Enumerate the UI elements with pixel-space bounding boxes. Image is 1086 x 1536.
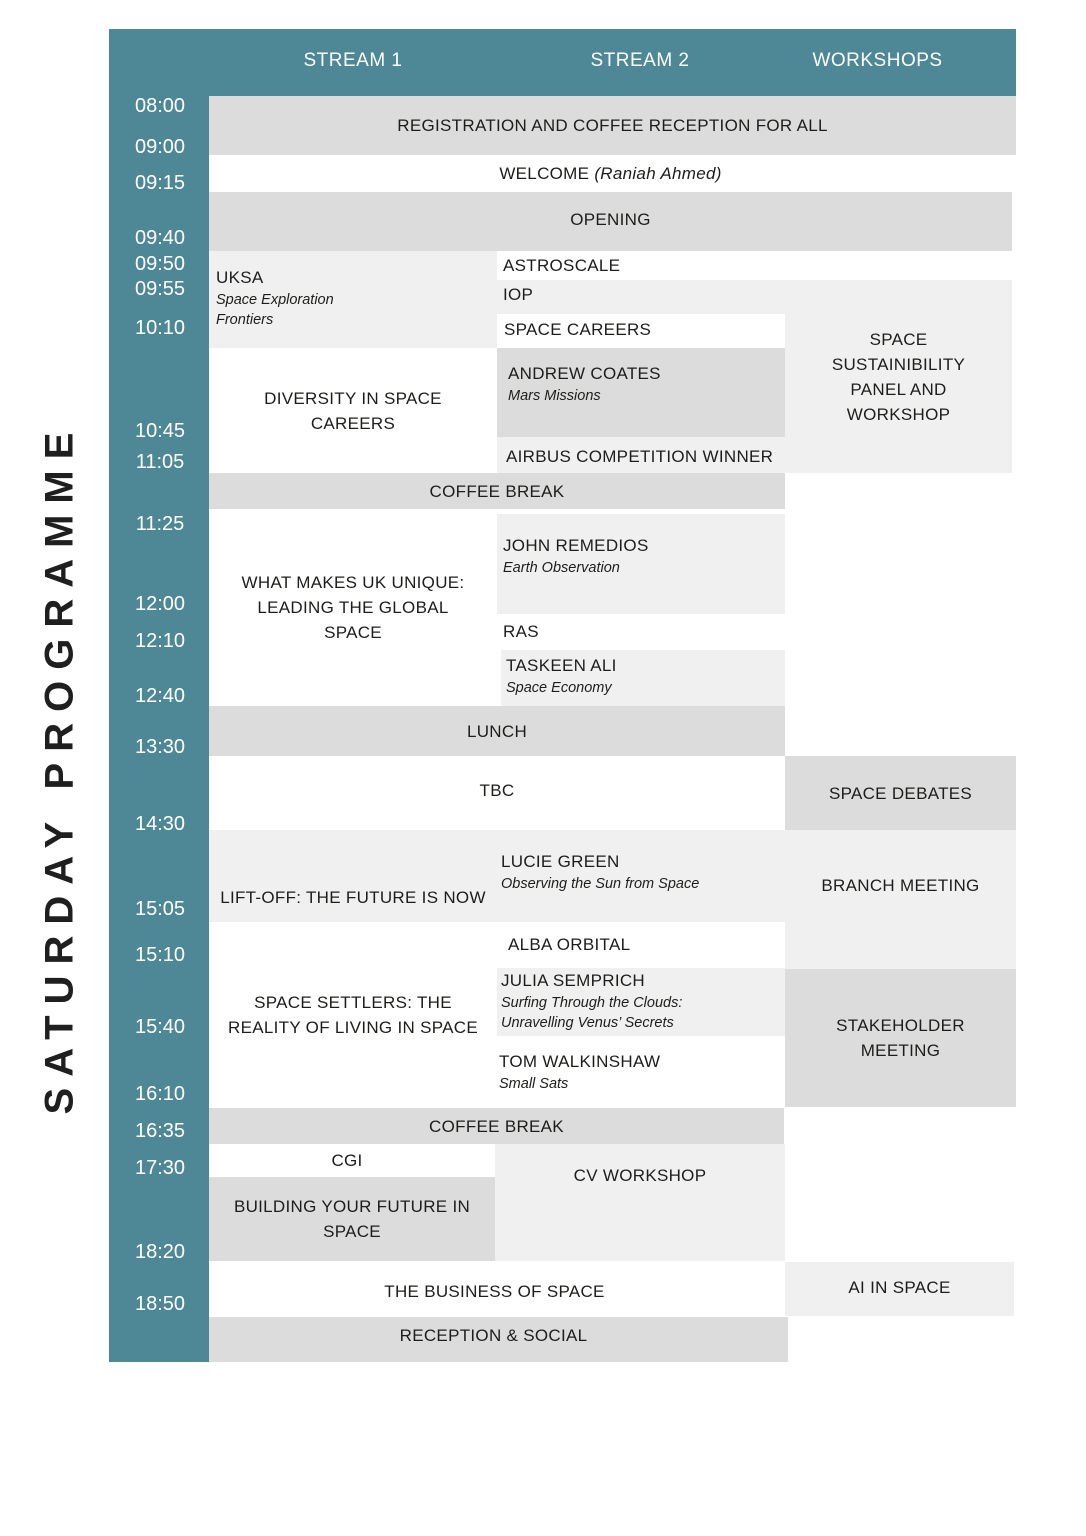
session-title: TOM WALKINSHAW (499, 1052, 661, 1071)
session-uksa (209, 251, 497, 348)
session-diversity (209, 348, 497, 473)
session-title: THE BUSINESS OF SPACE (384, 1282, 605, 1301)
session-title: CGI (331, 1151, 363, 1170)
session-branch-meeting (785, 830, 1016, 969)
session-title: LIFT-OFF: THE FUTURE IS NOW (220, 888, 486, 907)
session-title: LUNCH (466, 721, 528, 741)
session-title: TASKEEN ALI (506, 656, 617, 675)
session-astroscale (497, 251, 785, 280)
session-title: RAS (503, 622, 539, 641)
session-ai-in-space (785, 1262, 1014, 1316)
session-uk-unique (209, 509, 497, 706)
time-label: 10:10 (134, 317, 186, 339)
session-title: COFFEE BREAK (429, 1116, 564, 1136)
session-space-sustainability (785, 280, 1012, 473)
session-taskeen-ali (501, 650, 785, 706)
session-alba-orbital (497, 922, 785, 968)
session-title: JOHN REMEDIOS (503, 536, 649, 555)
time-label: 09:50 (134, 253, 186, 275)
time-label: 09:15 (134, 172, 186, 194)
session-title: LUCIE GREEN (501, 852, 620, 871)
session-title: BRANCH MEETING (821, 876, 980, 895)
session-reception (209, 1317, 788, 1362)
time-label: 14:30 (134, 813, 186, 835)
session-title: SPACE CAREERS (504, 320, 652, 339)
time-label: 09:00 (134, 136, 186, 158)
time-label: 15:05 (134, 898, 186, 920)
session-title: UKSA (216, 268, 264, 287)
session-subtitle: Earth Observation (503, 560, 620, 576)
session-title: RECEPTION & SOCIAL (399, 1326, 588, 1345)
time-label: 12:00 (134, 593, 186, 615)
time-label: 15:10 (134, 944, 186, 966)
time-label: 09:40 (134, 227, 186, 249)
session-title: JULIA SEMPRICH (501, 971, 646, 990)
session-title: IOP (503, 285, 534, 304)
session-title: OPENING (570, 210, 651, 229)
session-title: SPACE SETTLERS: THE REALITY OF LIVING IN SPACE (228, 993, 478, 1037)
session-title: SPACE DEBATES (828, 783, 973, 803)
time-label: 17:30 (134, 1157, 186, 1179)
session-subtitle: Observing the Sun from Space (501, 876, 700, 892)
session-speaker: (Raniah Ahmed) (594, 164, 722, 183)
header-workshops: WORKSHOPS (812, 50, 943, 71)
session-cgi (209, 1144, 495, 1177)
session-title: REGISTRATION AND COFFEE RECEPTION FOR ALL (397, 116, 828, 135)
session-coffee-break-2 (209, 1108, 784, 1144)
session-title: SPACE SUSTAINIBILITY PANEL AND WORKSHOP (831, 329, 966, 424)
session-lift-off (209, 830, 497, 922)
time-label: 08:00 (134, 95, 186, 117)
time-label: 16:10 (134, 1083, 186, 1105)
session-opening (209, 192, 1012, 251)
session-ras (497, 614, 785, 650)
session-tom-walkinshaw (497, 1036, 785, 1108)
session-building-future (209, 1177, 495, 1261)
session-john-remedios (497, 514, 785, 614)
time-label: 11:25 (135, 513, 185, 535)
session-business-of-space (209, 1261, 785, 1317)
session-space-careers (497, 314, 785, 348)
session-title: ASTROSCALE (503, 256, 621, 275)
header-stream-2: STREAM 2 (590, 50, 690, 71)
time-label: 18:50 (134, 1293, 186, 1315)
session-title: ANDREW COATES (508, 364, 661, 383)
session-subtitle: Small Sats (499, 1076, 569, 1092)
session-title: WHAT MAKES UK UNIQUE: LEADING THE GLOBAL SPACE (241, 573, 465, 642)
session-lunch (209, 706, 785, 756)
time-label: 15:40 (134, 1016, 186, 1038)
session-title: DIVERSITY IN SPACE CAREERS (264, 388, 442, 433)
session-title: BUILDING YOUR FUTURE IN SPACE (233, 1197, 471, 1241)
session-space-debates (785, 756, 1016, 830)
session-title: COFFEE BREAK (429, 481, 565, 501)
session-title: CV WORKSHOP (573, 1166, 707, 1185)
session-title: AIRBUS COMPETITION WINNER (506, 447, 774, 466)
time-label: 11:05 (135, 451, 185, 473)
time-label: 13:30 (134, 736, 186, 758)
session-subtitle: Space Economy (506, 680, 612, 696)
time-label: 18:20 (134, 1241, 186, 1263)
session-subtitle: Surfing Through the Clouds: Unravelling Venus’ Secrets (501, 995, 683, 1031)
session-andrew-coates (497, 348, 785, 437)
time-label: 16:35 (134, 1120, 186, 1142)
time-label: 12:10 (134, 630, 186, 652)
session-iop (497, 280, 785, 314)
session-coffee-break-1 (209, 473, 785, 509)
session-registration (209, 96, 1016, 155)
session-title: WELCOME (Raniah Ahmed) (499, 164, 722, 183)
time-label: 09:55 (134, 278, 186, 300)
session-title: ALBA ORBITAL (508, 935, 631, 954)
session-welcome (209, 155, 1012, 192)
time-label: 12:40 (134, 685, 186, 707)
session-airbus (497, 437, 785, 473)
session-stakeholder (785, 969, 1016, 1107)
session-tbc (209, 756, 785, 830)
session-lucie-green (497, 830, 785, 922)
session-space-settlers (209, 922, 497, 1108)
session-cv-workshop (495, 1144, 785, 1261)
page-title: SATURDAY PROGRAMME (37, 421, 82, 1115)
session-title: AI IN SPACE (848, 1277, 951, 1297)
header-stream-1: STREAM 1 (303, 50, 403, 71)
session-subtitle: Space Exploration Frontiers (216, 292, 334, 328)
session-julia-semprich (497, 968, 785, 1036)
time-label: 10:45 (134, 420, 186, 442)
session-title: TBC (479, 781, 515, 800)
session-title: STAKEHOLDER MEETING (836, 1016, 965, 1060)
session-subtitle: Mars Missions (508, 388, 601, 404)
